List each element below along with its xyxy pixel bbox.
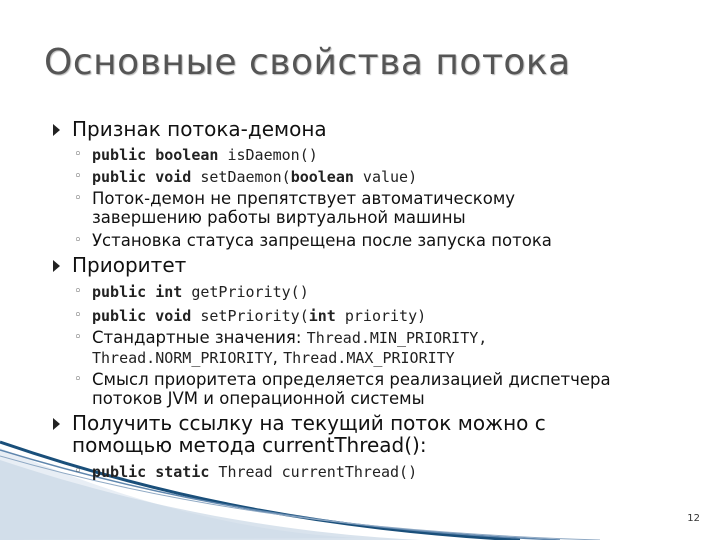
sub-bullet-ring-icon: ◦ [74, 284, 82, 299]
bullet-arrow-icon [53, 418, 60, 430]
sub-bullet: public void setPriority(int priority) [92, 307, 427, 325]
sub-bullet: public boolean isDaemon() [92, 146, 318, 164]
sub-bullet-ring-icon: ◦ [74, 372, 82, 387]
bullet-arrow-icon [53, 124, 60, 136]
bullet-2: Приоритет [72, 253, 187, 277]
sub-bullet: Установка статуса запрещена после запуска потока [92, 231, 552, 250]
bullet-3: Получить ссылку на текущий поток можно с помощью метода currentThread(): [72, 411, 546, 457]
sub-bullet-ring-icon: ◦ [74, 147, 82, 162]
sub-bullet-ring-icon: ◦ [74, 169, 82, 184]
sub-bullet-ring-icon: ◦ [74, 330, 82, 345]
slide-title: Основные свойства потока [44, 42, 571, 83]
bullet-arrow-icon [53, 260, 60, 272]
sub-bullet-ring-icon: ◦ [74, 233, 82, 248]
sub-bullet: Стандартные значения: Thread.MIN_PRIORITY, Thread.NORM_PRIORITY, Thread.MAX_PRIORITY [92, 328, 488, 367]
bullet-1: Признак потока-демона [72, 117, 327, 141]
sub-bullet: public int getPriority() [92, 283, 309, 301]
page-number: 12 [687, 513, 700, 524]
sub-bullet: public void setDaemon(boolean value) [92, 168, 418, 186]
sub-bullet: Поток-демон не препятствует автоматическому завершению работы виртуальной машины [92, 189, 516, 227]
sub-bullet: Смысл приоритета определяется реализацией диспетчера потоков JVM и операционной системы [92, 370, 611, 408]
sub-bullet: public static Thread currentThread() [92, 463, 418, 481]
sub-bullet-ring-icon: ◦ [74, 308, 82, 323]
sub-bullet-ring-icon: ◦ [74, 191, 82, 206]
sub-bullet-ring-icon: ◦ [74, 464, 82, 479]
